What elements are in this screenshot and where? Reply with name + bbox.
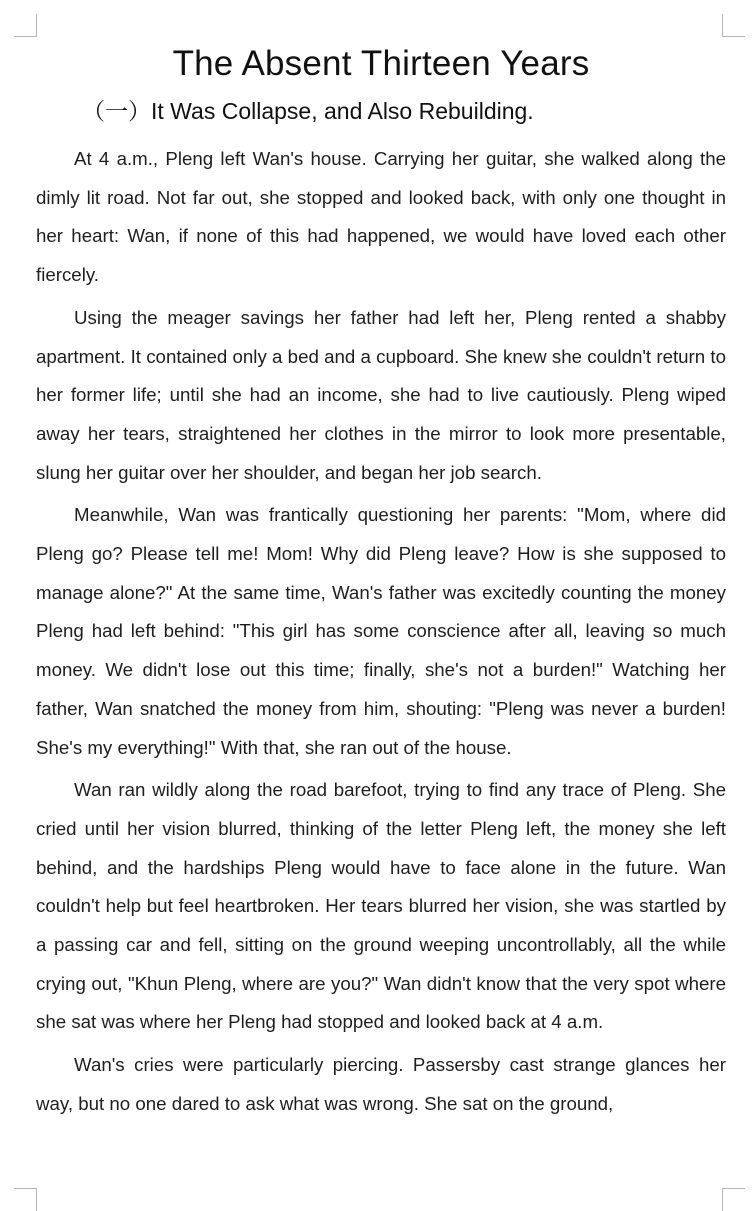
paragraph: Meanwhile, Wan was frantically questioning her parents: "Mom, where did Pleng go? Please tell me! Mom! Why did Pleng leave? How is she supposed to manage alone?" At the same time, Wan's father was excitedly counting the money Pleng had left behind: "This girl has some conscience after all, leaving so much money. We didn't lose out this time; finally, she's not a burden!" Watching her father, Wan snatched the money from him, shouting: "Pleng was never a burden! She's my everything!" With that, she ran out of the house. <box>36 504 726 758</box>
paragraph: Using the meager savings her father had left her, Pleng rented a shabby apartment. It contained only a bed and a cupboard. She knew she couldn't return to her former life; until she had an income, she had to live cautiously. Pleng wiped away her tears, straightened her clothes in the mirror to look more presentable, slung her guitar over her shoulder, and began her job search. <box>36 306 726 483</box>
document-title: The Absent Thirteen Years <box>172 44 590 83</box>
page-corner-mark-top-right <box>722 14 745 37</box>
paragraph: Wan's cries were particularly piercing. Passersby cast strange glances her way, but no one dared to ask what was wrong. She sat on the ground, <box>36 1054 726 1114</box>
document-body <box>36 140 726 1124</box>
document-page <box>36 40 726 1128</box>
page-corner-mark-top-left <box>14 14 37 37</box>
paragraph: At 4 a.m., Pleng left Wan's house. Carrying her guitar, she walked along the dimly lit road. Not far out, she stopped and looked back, with only one thought in her heart: Wan, if none of this had happened, we would have loved each other fiercely. <box>36 148 726 286</box>
paragraph: Wan ran wildly along the road barefoot, trying to find any trace of Pleng. She cried until her vision blurred, thinking of the letter Pleng left, the money she left behind, and the hardships Pleng would have to face alone in the future. Wan couldn't help but feel heartbroken. Her tears blurred her vision, she was startled by a passing car and fell, sitting on the ground weeping uncontrollably, all the while crying out, "Khun Pleng, where are you?" Wan didn't know that the very spot where she sat was where her Pleng had stopped and looked back at 4 a.m. <box>36 779 726 1033</box>
page-corner-mark-bottom-left <box>14 1188 37 1211</box>
chapter-heading: （一）It Was Collapse, and Also Rebuilding. <box>82 98 534 124</box>
page-corner-mark-bottom-right <box>722 1188 745 1211</box>
